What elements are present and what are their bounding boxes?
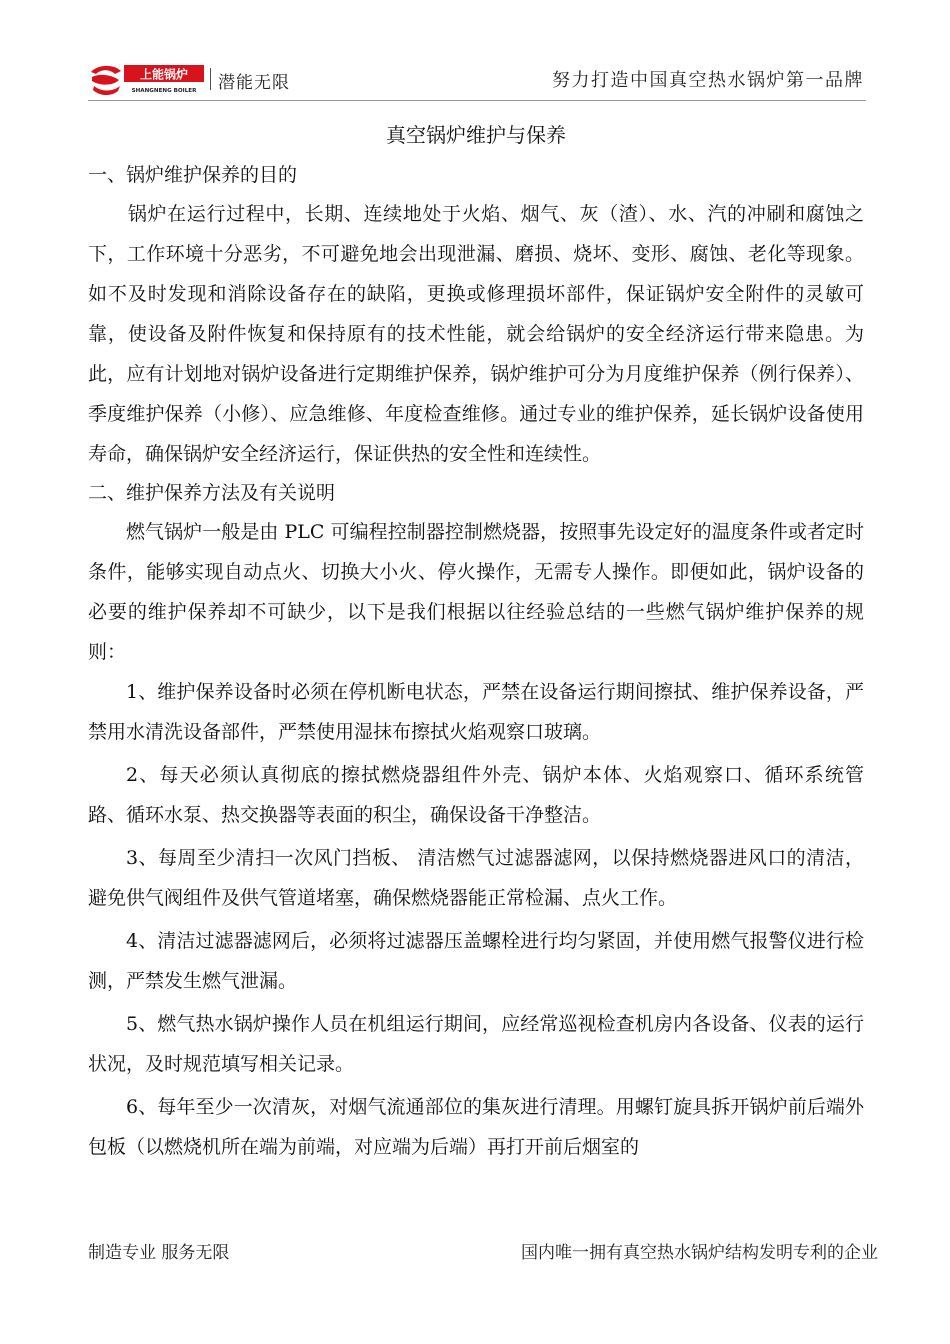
- rule-item: 5、燃气热水锅炉操作人员在机组运行期间，应经常巡视检查机房内各设备、仪表的运行状况，及时规范填写相关记录。: [88, 1013, 864, 1075]
- logo-separator: [210, 68, 211, 90]
- header-slogan-left: 潜能无限: [218, 73, 290, 93]
- rule-item: 6、每年至少一次清灰，对烟气流通部位的集灰进行清理。用螺钉旋具拆开锅炉前后端外包板（以燃烧机所在端为前端，对应端为后端）再打开前后烟室的: [88, 1096, 864, 1158]
- rule-item: 1、维护保养设备时必须在停机断电状态，严禁在设备运行期间擦拭、维护保养设备，严禁用水清洗设备部件，严禁使用湿抹布擦拭火焰观察口玻璃。: [88, 681, 864, 743]
- rule-item: 4、清洁过滤器滤网后，必须将过滤器压盖螺栓进行均匀紧固，并使用燃气报警仪进行检测，严禁发生燃气泄漏。: [88, 930, 864, 992]
- company-logo: [88, 62, 206, 98]
- section-1-paragraph: 锅炉在运行过程中，长期、连续地处于火焰、烟气、灰（渣）、水、汽的冲刷和腐蚀之下，工作环境十分恶劣，不可避免地会出现泄漏、磨损、烧坏、变形、腐蚀、老化等现象。如不及时发现和消除设备存在的缺陷，更换或修理损坏部件，保证锅炉安全附件的灵敏可靠，使设备及附件恢复和保持原有的技术性能，就会给锅炉的安全经济运行带来隐患。为此，应有计划地对锅炉设备进行定期维护保养，锅炉维护可分为月度维护保养（例行保养）、季度维护保养（小修）、应急维修、年度检查维修。通过专业的维护保养，延长锅炉设备使用寿命，确保锅炉安全经济运行，保证供热的安全性和连续性。: [88, 203, 864, 465]
- header-divider: [88, 100, 866, 101]
- section-heading-2: 二、维护保养方法及有关说明: [88, 482, 336, 504]
- section-2-intro: 燃气锅炉一般是由 PLC 可编程控制器控制燃烧器，按照事先设定好的温度条件或者定时条件，能够实现自动点火、切换大小火、停火操作，无需专人操作。即便如此，锅炉设备的必要的维护保养却不可缺少，以下是我们根据以往经验总结的一些燃气锅炉维护保养的规则：: [88, 521, 864, 663]
- footer-right-text: 国内唯一拥有真空热水锅炉结构发明专利的企业: [521, 1243, 878, 1263]
- document-body: [88, 118, 864, 1170]
- svg-text:上能锅炉: 上能锅炉: [139, 67, 189, 82]
- rule-item: 3、每周至少清扫一次风门挡板、 清洁燃气过滤器滤网，以保持燃烧器进风口的清洁，避免供气阀组件及供气管道堵塞，确保燃烧器能正常检漏、点火工作。: [88, 847, 864, 909]
- svg-text:SHANGNENG BOILER: SHANGNENG BOILER: [131, 88, 197, 94]
- page-header: [88, 62, 868, 98]
- section-heading-1: 一、锅炉维护保养的目的: [88, 164, 298, 186]
- document-title: 真空锅炉维护与保养: [386, 123, 566, 147]
- logo-swirl-icon: [91, 66, 121, 95]
- footer-left-text: 制造专业 服务无限: [88, 1243, 230, 1263]
- header-slogan-right: 努力打造中国真空热水锅炉第一品牌: [552, 70, 864, 91]
- rule-item: 2、每天必须认真彻底的擦拭燃烧器组件外壳、锅炉本体、火焰观察口、循环系统管 路、循环水泵、热交换器等表面的积尘，确保设备干净整洁。: [88, 764, 864, 826]
